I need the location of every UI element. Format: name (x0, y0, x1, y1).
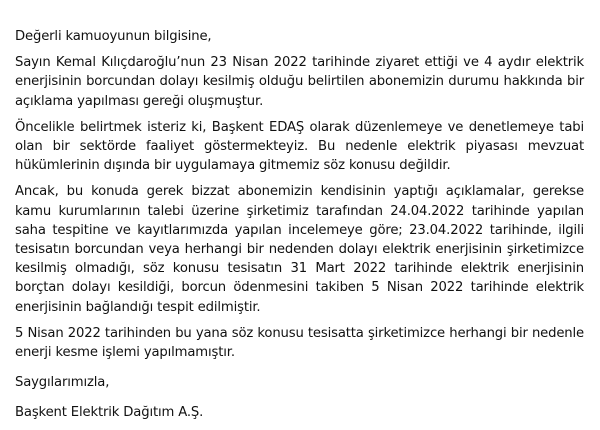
paragraph-findings: Ancak, bu konuda gerek bizzat abonemizin kendisinin yaptığı açıklamalar, gerekse kamu kurumlarının talebi üzerine şirketimiz tarafından 24.04.2022 tarihinde yapılan saha tespitine ve kayıtlarımızda yapılan incelemeye göre; 23.04.2022 tarihinde, ilgili tesisatın borcundan veya herhangi bir nedenden dolayı elektrik enerjisinin şirketimizce kesilmiş olmadığı, söz konusu tesisatın 31 Mart 2022 tarihinde elektrik enerjisinin borçtan dolayı kesildiği, borcun ödenmesini takiben 5 Nisan 2022 tarihinde elektrik enerjisinin bağlandığı tespit edilmiştir. (15, 184, 584, 315)
greeting: Değerli kamuoyunun bilgisine, (15, 29, 212, 44)
closing: Saygılarımızla, (15, 375, 110, 391)
press-statement-document (15, 27, 584, 430)
paragraph-regulation: Öncelikle belirtmek isteriz ki, Başkent EDAŞ olarak düzenlemeye ve denetlemeye tabi olan bir sektörde faaliyet göstermekteyiz. Bu nedenle elektrik piyasası mevzuat hükümlerinin dışında bir uygulamaya gitmemiz söz konusu değildir. (15, 119, 584, 174)
paragraph-visit-context: Sayın Kemal Kılıçdaroğlu’nun 23 Nisan 2022 tarihinde ziyaret ettiği ve 4 aydır elektrik enerjisinin borcundan dolayı kesilmiş olduğu belirtilen abonemizin durumu hakkında bir açıklama yapılması gereği oluşmuştur. (15, 55, 584, 109)
signature: Başkent Elektrik Dağıtım A.Ş. (15, 405, 204, 421)
paragraph-no-cutoff: 5 Nisan 2022 tarihinden bu yana söz konusu tesisatta şirketimizce herhangi bir nedenle enerji kesme işlemi yapılmamıştır. (15, 325, 584, 361)
